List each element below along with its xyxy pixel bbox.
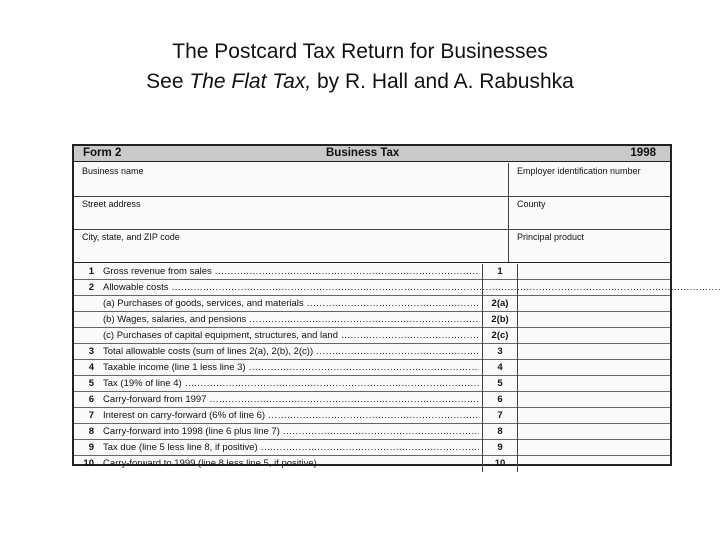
line-label: 2(c) — [482, 328, 518, 344]
form-header — [74, 146, 670, 162]
line-description: Taxable income (line 1 less line 3) ..... — [103, 362, 479, 374]
form-line — [74, 280, 670, 296]
line-description: (c) Purchases of capital equipment, structures, and land ..... — [103, 330, 479, 342]
subtitle-prefix: See — [146, 70, 190, 93]
line-number: 9 — [88, 442, 94, 453]
line-label: 5 — [482, 376, 518, 392]
form-line — [74, 440, 670, 456]
form-line — [74, 376, 670, 392]
amount-field[interactable] — [518, 392, 670, 408]
ein-field[interactable] — [508, 163, 671, 196]
line-number: 10 — [83, 458, 94, 469]
form-field-row[interactable] — [74, 229, 670, 263]
form-field-row[interactable] — [74, 163, 670, 197]
line-description: Total allowable costs (sum of lines 2(a), 2(b), 2(c)) ..... — [103, 346, 479, 358]
line-number: 4 — [88, 362, 94, 373]
slide-subtitle — [0, 68, 720, 96]
form-line — [74, 328, 670, 344]
tax-form — [72, 144, 672, 469]
street-address-label: Street address — [82, 199, 141, 209]
city-state-zip-label: City, state, and ZIP code — [82, 232, 180, 242]
line-description: Tax (19% of line 4) ..... — [103, 378, 479, 390]
book-title: The Flat Tax, — [189, 70, 312, 93]
amount-field — [518, 280, 670, 296]
amount-field[interactable] — [518, 328, 670, 344]
line-label: 10 — [482, 456, 518, 472]
subtitle-suffix: by R. Hall and A. Rabushka — [311, 70, 574, 93]
line-number: 7 — [88, 410, 94, 421]
form-line — [74, 392, 670, 408]
form-field-row[interactable] — [74, 196, 670, 230]
amount-field[interactable] — [518, 376, 670, 392]
form-name: Business Tax — [326, 147, 400, 159]
form-line — [74, 408, 670, 424]
line-number: 8 — [88, 426, 94, 437]
line-label: 8 — [482, 424, 518, 440]
amount-field[interactable] — [518, 360, 670, 376]
line-number: 3 — [88, 346, 94, 357]
form-line — [74, 344, 670, 360]
form-line — [74, 456, 670, 472]
amount-field[interactable] — [518, 408, 670, 424]
principal-product-field[interactable] — [508, 229, 671, 262]
slide-title: The Postcard Tax Return for Businesses — [172, 40, 548, 63]
form-line — [74, 264, 670, 280]
county-field[interactable] — [508, 196, 671, 229]
line-description: Interest on carry-forward (6% of line 6) ..... — [103, 410, 479, 422]
form-year: 1998 — [630, 147, 656, 159]
form-line — [74, 360, 670, 376]
ein-label: Employer identification number — [517, 166, 641, 176]
form-line — [74, 424, 670, 440]
form-line — [74, 296, 670, 312]
amount-field[interactable] — [518, 344, 670, 360]
amount-field[interactable] — [518, 456, 670, 472]
amount-field[interactable] — [518, 296, 670, 312]
line-number: 1 — [88, 266, 94, 277]
form-line — [74, 312, 670, 328]
line-number: 6 — [88, 394, 94, 405]
line-number: 5 — [88, 378, 94, 389]
form-number: Form 2 — [83, 147, 122, 159]
amount-field[interactable] — [518, 424, 670, 440]
line-description: Carry-forward to 1999 (line 8 less line 5, if positive) ..... — [103, 458, 479, 470]
amount-field[interactable] — [518, 312, 670, 328]
line-label: 4 — [482, 360, 518, 376]
principal-product-label: Principal product — [517, 232, 585, 242]
amount-field[interactable] — [518, 440, 670, 456]
line-label: 7 — [482, 408, 518, 424]
line-description: Carry-forward into 1998 (line 6 plus line 7) ..... — [103, 426, 479, 438]
line-description: (a) Purchases of goods, services, and materials ..... — [103, 298, 479, 310]
line-description: Tax due (line 5 less line 8, if positive) ..... — [103, 442, 479, 454]
line-number: 2 — [88, 282, 94, 293]
line-label: 9 — [482, 440, 518, 456]
line-label: 3 — [482, 344, 518, 360]
amount-field[interactable] — [518, 264, 670, 280]
business-name-label: Business name — [82, 166, 144, 176]
line-description: Carry-forward from 1997 ..... — [103, 394, 479, 406]
line-label: 1 — [482, 264, 518, 280]
line-label: 6 — [482, 392, 518, 408]
line-description: Gross revenue from sales ..... — [103, 266, 479, 278]
line-description: (b) Wages, salaries, and pensions ..... — [103, 314, 479, 326]
county-label: County — [517, 199, 546, 209]
line-description — [103, 282, 479, 294]
line-label — [482, 280, 518, 296]
line-label: 2(a) — [482, 296, 518, 312]
line-label: 2(b) — [482, 312, 518, 328]
line-description-text: Allowable costs — [103, 282, 169, 293]
